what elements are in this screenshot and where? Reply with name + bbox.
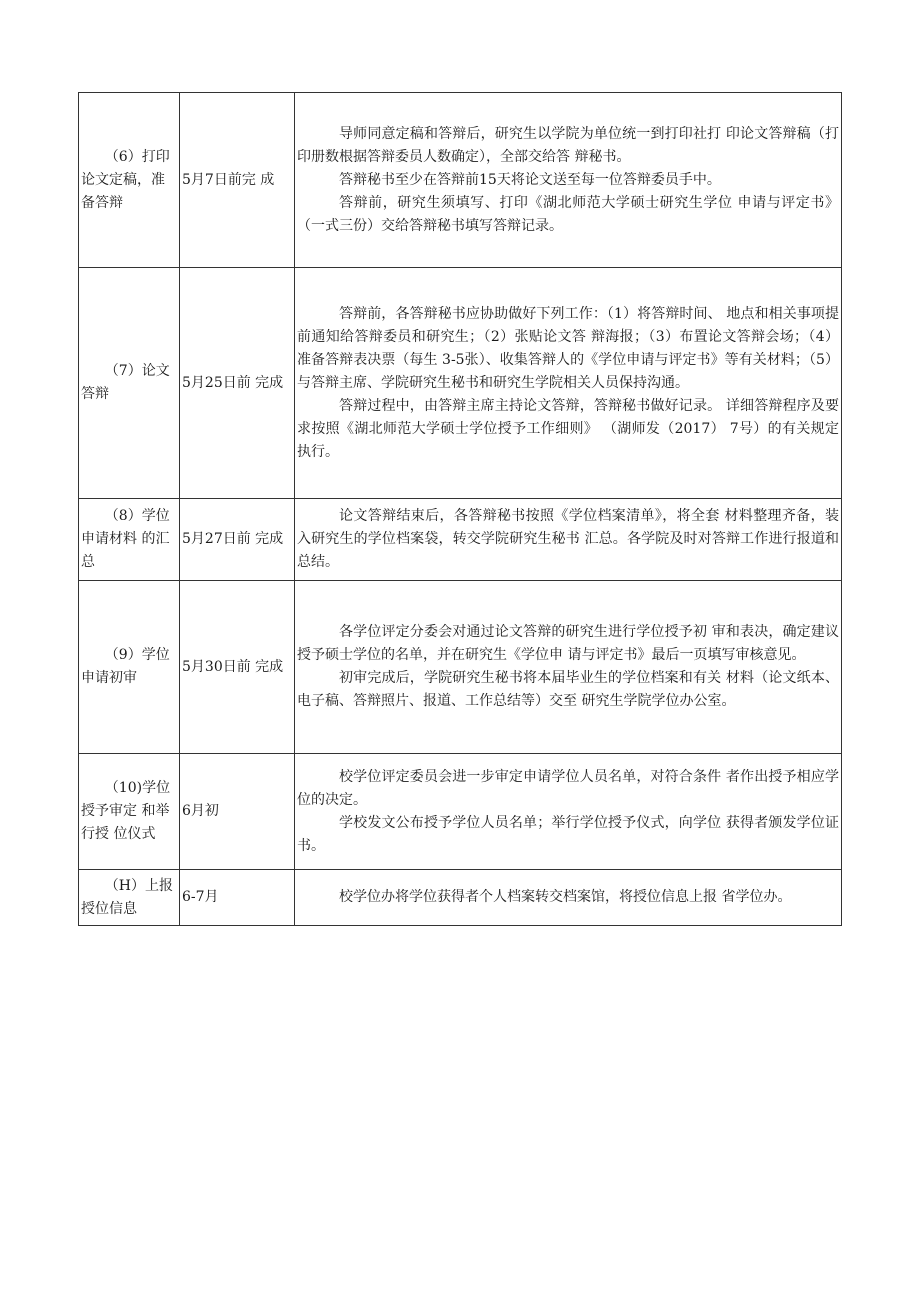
content-paragraph: 各学位评定分委会对通过论文答辩的研究生进行学位授予初 审和表决，确定建议授予硕士学位的名单，并在研究生《学位申 请与评定书》最后一页填写审核意见。 xyxy=(297,624,839,663)
content-paragraph: 学校发文公布授予学位人员名单；举行学位授予仪式，向学位 获得者颁发学位证书。 xyxy=(297,814,839,854)
table-row xyxy=(79,870,842,926)
schedule-table xyxy=(78,92,842,926)
stage-cell: （7）论文答辩 xyxy=(79,268,180,499)
content-paragraph: 答辩过程中，由答辩主席主持论文答辩，答辩秘书做好记录。 详细答辩程序及要求按照《湖北师范大学硕士学位授予工作细则》 （湖师发（2017） 7号）的有关规定执行。 xyxy=(297,397,839,460)
content-paragraph: 答辩前，研究生须填写、打印《湖北师范大学硕士研究生学位 申请与评定书》（一式三份）交给答辩秘书填写答辩记录。 xyxy=(297,194,839,234)
content-cell xyxy=(295,754,842,870)
stage-cell: （10)学位授予审定 和举行授 位仪式 xyxy=(79,754,180,870)
content-paragraph: 答辩前，各答辩秘书应协助做好下列工作：（1）将答辩时间、 地点和相关事项提前通知给答辩委员和研究生；（2）张贴论文答 辩海报；（3）布置论文答辩会场；（4）准备答辩表决票（每生 3-5张）、收集答辩人的《学位申请与评定书》等有关材料；（5） 与答辩主席、学院研究生秘书和研究生学院相关人员保持沟通。 xyxy=(297,305,839,391)
content-cell xyxy=(295,581,842,754)
content-cell xyxy=(295,93,842,268)
time-cell: 6月初 xyxy=(180,754,295,870)
content-cell xyxy=(295,499,842,581)
stage-cell: （9）学位申请初审 xyxy=(79,581,180,754)
content-paragraph: 校学位评定委员会进一步审定申请学位人员名单，对符合条件 者作出授予相应学位的决定。 xyxy=(297,768,839,808)
time-cell: 5月25日前 完成 xyxy=(180,268,295,499)
stage-cell: （H）上报授位信息 xyxy=(79,870,180,926)
content-paragraph: 导师同意定稿和答辩后，研究生以学院为单位统一到打印社打 印论文答辩稿（打印册数根据答辩委员人数确定），全部交给答 辩秘书。 xyxy=(297,125,839,165)
stage-cell: （8）学位申请材料 的汇总 xyxy=(79,499,180,581)
time-cell: 5月27日前 完成 xyxy=(180,499,295,581)
table-row xyxy=(79,754,842,870)
table-row xyxy=(79,93,842,268)
table-row xyxy=(79,581,842,754)
content-paragraph: 答辩秘书至少在答辩前15天将论文送至每一位答辩委员手中。 xyxy=(339,171,721,188)
time-cell: 5月7日前完 成 xyxy=(180,93,295,268)
table-row xyxy=(79,499,842,581)
time-cell: 6-7月 xyxy=(180,870,295,926)
time-cell: 5月30日前 完成 xyxy=(180,581,295,754)
content-paragraph: 论文答辩结束后，各答辩秘书按照《学位档案清单》，将全套 材料整理齐备，装入研究生的学位档案袋，转交学院研究生秘书 汇总。各学院及时对答辩工作进行报道和总结。 xyxy=(297,508,839,570)
content-cell xyxy=(295,268,842,499)
content-paragraph: 校学位办将学位获得者个人档案转交档案馆，将授位信息上报 省学位办。 xyxy=(339,889,792,905)
table-row xyxy=(79,268,842,499)
content-cell xyxy=(295,870,842,926)
stage-cell: （6）打印论文定稿，准备答辩 xyxy=(79,93,180,268)
content-paragraph: 初审完成后，学院研究生秘书将本届毕业生的学位档案和有关 材料（论文纸本、电子稿、答辩照片、报道、工作总结等）交至 研究生学院学位办公室。 xyxy=(297,670,839,709)
